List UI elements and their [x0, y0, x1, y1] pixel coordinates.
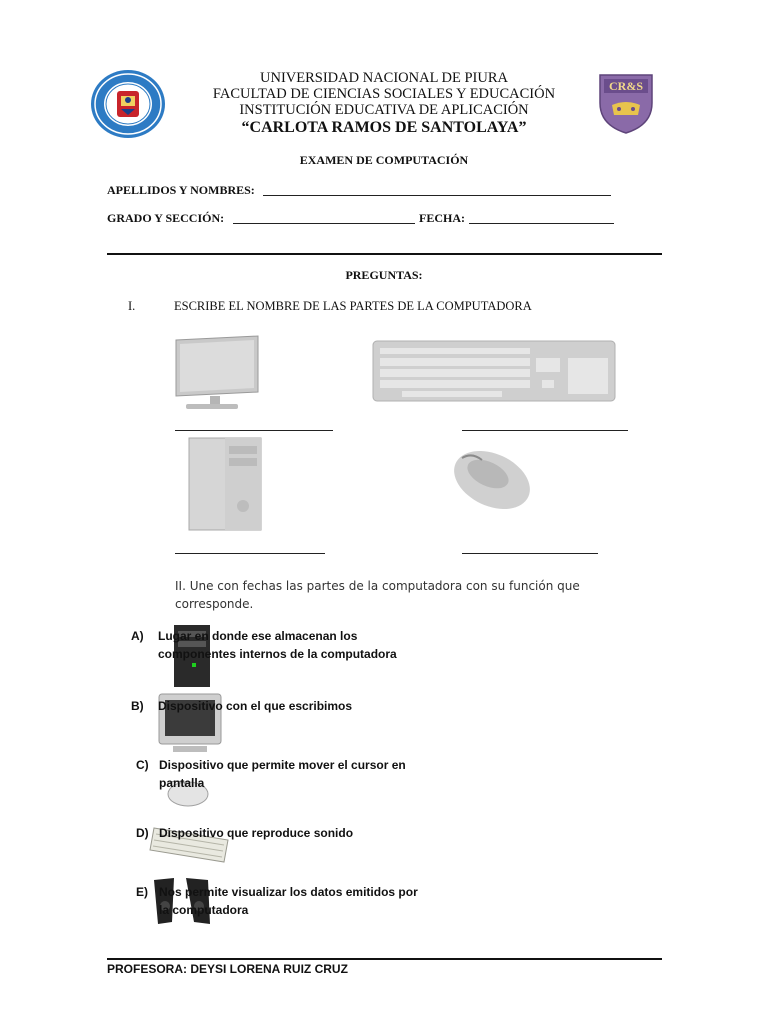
monitor-image	[172, 334, 262, 414]
answer-blank-4[interactable]	[462, 553, 598, 554]
name-blank[interactable]	[263, 195, 611, 196]
item-e-letter: E)	[136, 885, 148, 899]
header-faculty: FACULTAD DE CIENCIAS SOCIALES Y EDUCACIÓN	[212, 86, 556, 102]
section1-instruction: ESCRIBE EL NOMBRE DE LAS PARTES DE LA COMPUTADORA	[174, 299, 532, 313]
date-blank[interactable]	[469, 223, 614, 224]
answer-blank-1[interactable]	[175, 430, 333, 431]
header-school-name: “CARLOTA RAMOS DE SANTOLAYA”	[241, 119, 527, 136]
item-b-letter: B)	[131, 699, 144, 713]
mouse-image	[442, 444, 542, 518]
footer-teacher: PROFESORA: DEYSI LORENA RUIZ CRUZ	[107, 962, 348, 976]
shield-logo-text: CR&S	[608, 79, 644, 93]
item-e-text: Nos permite visualizar los datos emitidos por la computadora	[159, 885, 418, 917]
item-b-text: Dispositivo con el que escribimos	[158, 699, 353, 713]
answer-blank-3[interactable]	[175, 553, 325, 554]
exam-title: EXAMEN DE COMPUTACIÓN	[299, 153, 469, 167]
header-divider	[107, 253, 662, 255]
item-d-text: Dispositivo que reproduce sonido	[159, 826, 354, 840]
item-c-letter: C)	[136, 758, 149, 772]
section1-number: I.	[128, 299, 136, 313]
item-c-text: Dispositivo que permite mover el cursor en pantalla	[159, 758, 406, 790]
grade-label: GRADO Y SECCIÓN:	[107, 211, 225, 225]
grade-blank[interactable]	[233, 223, 415, 224]
section2-instruction: II. Une con fechas las partes de la computadora con su función que corresponde.	[175, 579, 580, 611]
item-a-letter: A)	[131, 629, 144, 643]
cpu-tower-image	[185, 436, 265, 534]
header-institution: INSTITUCIÓN EDUCATIVA DE APLICACIÓN	[239, 102, 529, 118]
questions-heading: PREGUNTAS:	[345, 268, 423, 282]
item-d-letter: D)	[136, 826, 149, 840]
keyboard-image	[372, 340, 616, 404]
header-university: UNIVERSIDAD NACIONAL DE PIURA	[260, 70, 508, 86]
date-label: FECHA:	[419, 211, 465, 225]
answer-blank-2[interactable]	[462, 430, 628, 431]
footer-divider	[107, 958, 662, 960]
item-a-text: Lugar en donde ese almacenan los componentes internos de la computadora	[158, 629, 397, 661]
name-label: APELLIDOS Y NOMBRES:	[107, 183, 255, 197]
